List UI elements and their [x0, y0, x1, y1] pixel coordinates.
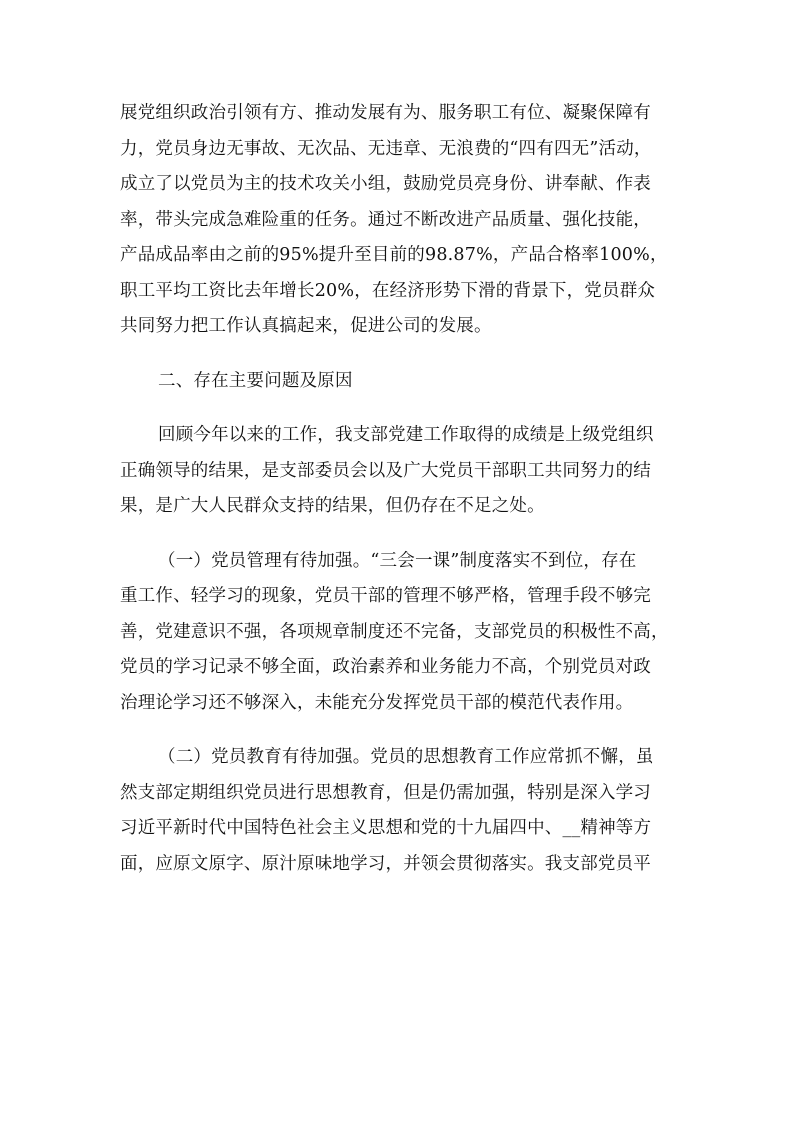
text-line: 展党组织政治引领有方、推动发展有为、服务职工有位、凝聚保障有 [120, 103, 651, 123]
text-line: 习近平新时代中国特色社会主义思想和党的十九届四中、__精神等方 [120, 818, 652, 838]
section-heading: 二、存在主要问题及原因 [158, 370, 353, 391]
paragraph-achievements [120, 96, 680, 345]
text-line: 面，应原文原字、原汁原味地学习，并领会贯彻落实。我支部党员平 [120, 853, 651, 874]
text-line: 产品成品率由之前的95%提升至目前的98.87%，产品合格率100%， [120, 245, 668, 265]
text-line: 率，带头完成急难险重的任务。通过不断改进产品质量、强化技能， [120, 209, 651, 230]
text-line: 共同努力把工作认真搞起来，促进公司的发展。 [120, 316, 492, 336]
text-line: 回顾今年以来的工作，我支部党建工作取得的成绩是上级党组织 [158, 425, 654, 445]
paragraph-member-management [120, 544, 680, 722]
paragraph-member-education [120, 740, 680, 882]
text-line: 然支部定期组织党员进行思想教育，但是仍需加强，特别是深入学习 [120, 782, 651, 803]
text-line: （二）党员教育有待加强。党员的思想教育工作应常抓不懈，虽 [158, 747, 654, 767]
text-line: 治理论学习还不够深入，未能充分发挥党员干部的模范代表作用。 [120, 692, 634, 713]
document-body [120, 96, 680, 882]
text-line: 重工作、轻学习的现象，党员干部的管理不够严格，管理手段不够完 [120, 586, 651, 606]
text-line: 党员的学习记录不够全面，政治素养和业务能力不高，个别党员对政 [120, 657, 651, 677]
paragraph-review [120, 418, 680, 525]
text-line: 职工平均工资比去年增长20%，在经济形势下滑的背景下，党员群众 [120, 280, 656, 301]
text-line: 正确领导的结果，是支部委员会以及广大党员干部职工共同努力的结 [120, 460, 651, 481]
text-line: 善，党建意识不强，各项规章制度还不完备，支部党员的积极性不高， [120, 621, 669, 642]
text-line: 果，是广大人民群众支持的结果，但仍存在不足之处。 [120, 496, 545, 516]
text-line: （一）党员管理有待加强。“三会一课”制度落实不到位，存在 [158, 550, 637, 571]
text-line: 成立了以党员为主的技术攻关小组，鼓励党员亮身份、讲奉献、作表 [120, 174, 651, 194]
text-line: 力，党员身边无事故、无次品、无违章、无浪费的“四有四无”活动， [120, 138, 652, 159]
